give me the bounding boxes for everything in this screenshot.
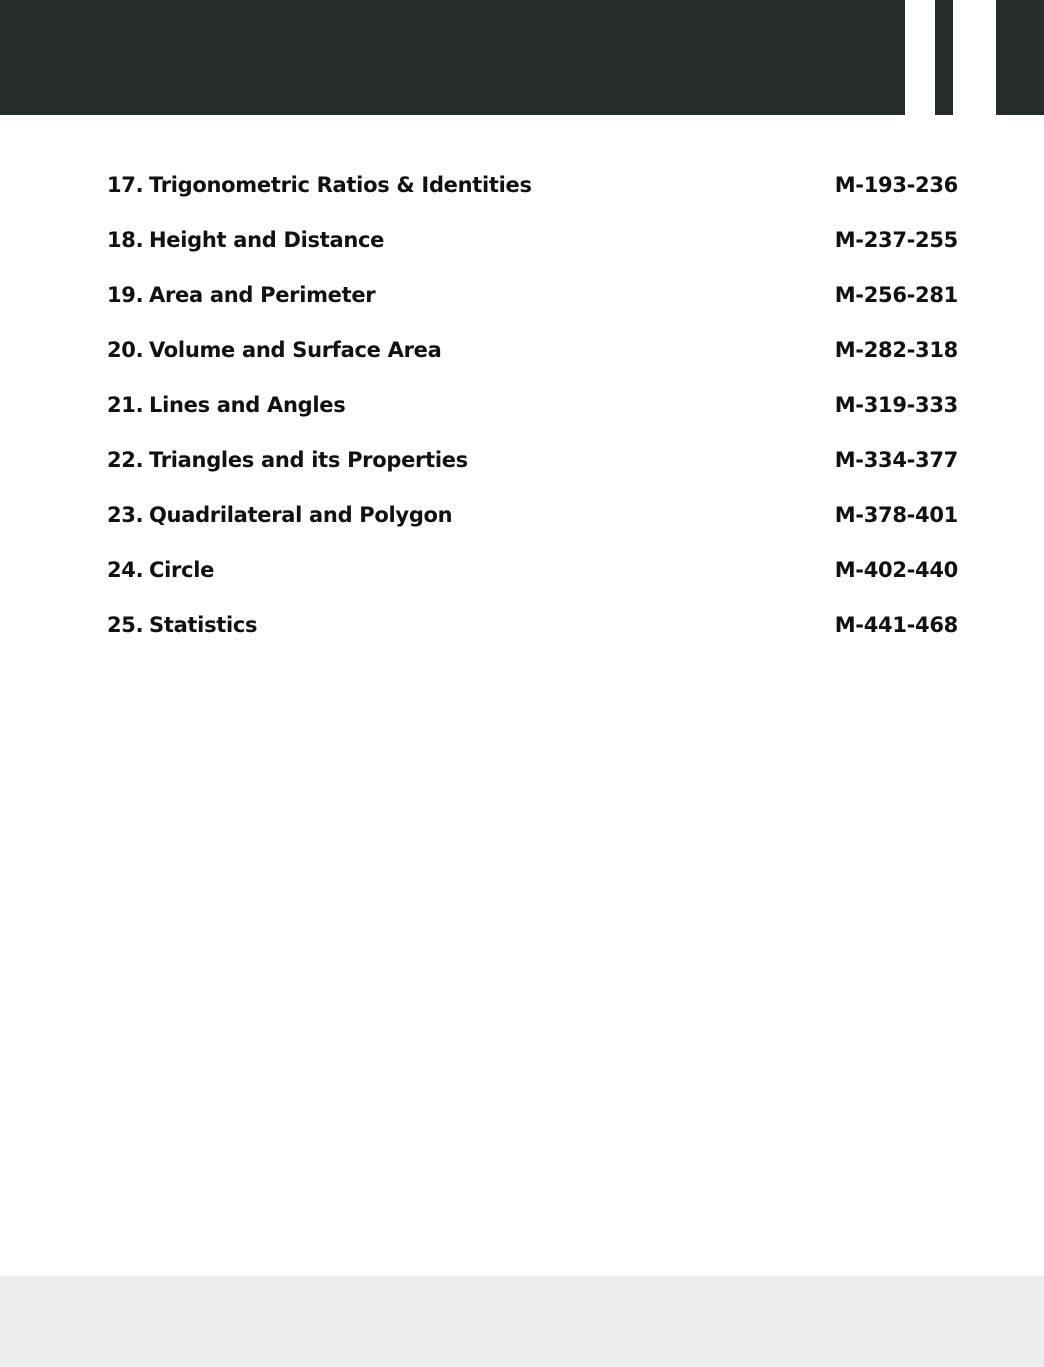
toc-entry-number: 19. — [107, 283, 144, 307]
toc-entry[interactable] — [107, 605, 958, 660]
toc-entry-title: Volume and Surface Area — [149, 338, 442, 362]
toc-entry-pages: M-378-401 — [834, 503, 958, 527]
toc-entry-title: Trigonometric Ratios & Identities — [149, 173, 532, 197]
toc-entry[interactable] — [107, 275, 958, 330]
toc-entry-pages: M-237-255 — [834, 228, 958, 252]
toc-entry-title: Area and Perimeter — [149, 283, 376, 307]
toc-entry-pages: M-319-333 — [834, 393, 958, 417]
toc-entry-pages: M-402-440 — [834, 558, 958, 582]
toc-entry-title: Statistics — [149, 613, 258, 637]
toc-entry[interactable] — [107, 330, 958, 385]
toc-entry-number: 21. — [107, 393, 144, 417]
footer-bar — [0, 1276, 1044, 1367]
toc-entry-number: 22. — [107, 448, 144, 472]
toc-entry-number: 20. — [107, 338, 144, 362]
toc-entry-title: Circle — [149, 558, 215, 582]
toc-entry[interactable] — [107, 385, 958, 440]
toc-entry-number: 17. — [107, 173, 144, 197]
toc-entry[interactable] — [107, 550, 958, 605]
toc-entry-title: Quadrilateral and Polygon — [149, 503, 453, 527]
toc-entry[interactable] — [107, 220, 958, 275]
toc-entry-title: Lines and Angles — [149, 393, 346, 417]
toc-entry-pages: M-334-377 — [834, 448, 958, 472]
toc-entry[interactable] — [107, 165, 958, 220]
toc-entry-number: 23. — [107, 503, 144, 527]
toc-entry-pages: M-193-236 — [834, 173, 958, 197]
toc-entry[interactable] — [107, 440, 958, 495]
toc-entry-pages: M-256-281 — [834, 283, 958, 307]
header-stripe — [905, 0, 935, 115]
toc-entry-title: Triangles and its Properties — [149, 448, 468, 472]
toc-entry-pages: M-282-318 — [834, 338, 958, 362]
toc-entry-number: 25. — [107, 613, 144, 637]
header-stripe — [953, 0, 996, 115]
toc-entry-pages: M-441-468 — [834, 613, 958, 637]
toc-entry[interactable] — [107, 495, 958, 550]
toc-entry-title: Height and Distance — [149, 228, 385, 252]
toc-entry-number: 24. — [107, 558, 144, 582]
toc-entry-number: 18. — [107, 228, 144, 252]
table-of-contents — [107, 165, 958, 660]
header-bar — [0, 0, 1044, 115]
